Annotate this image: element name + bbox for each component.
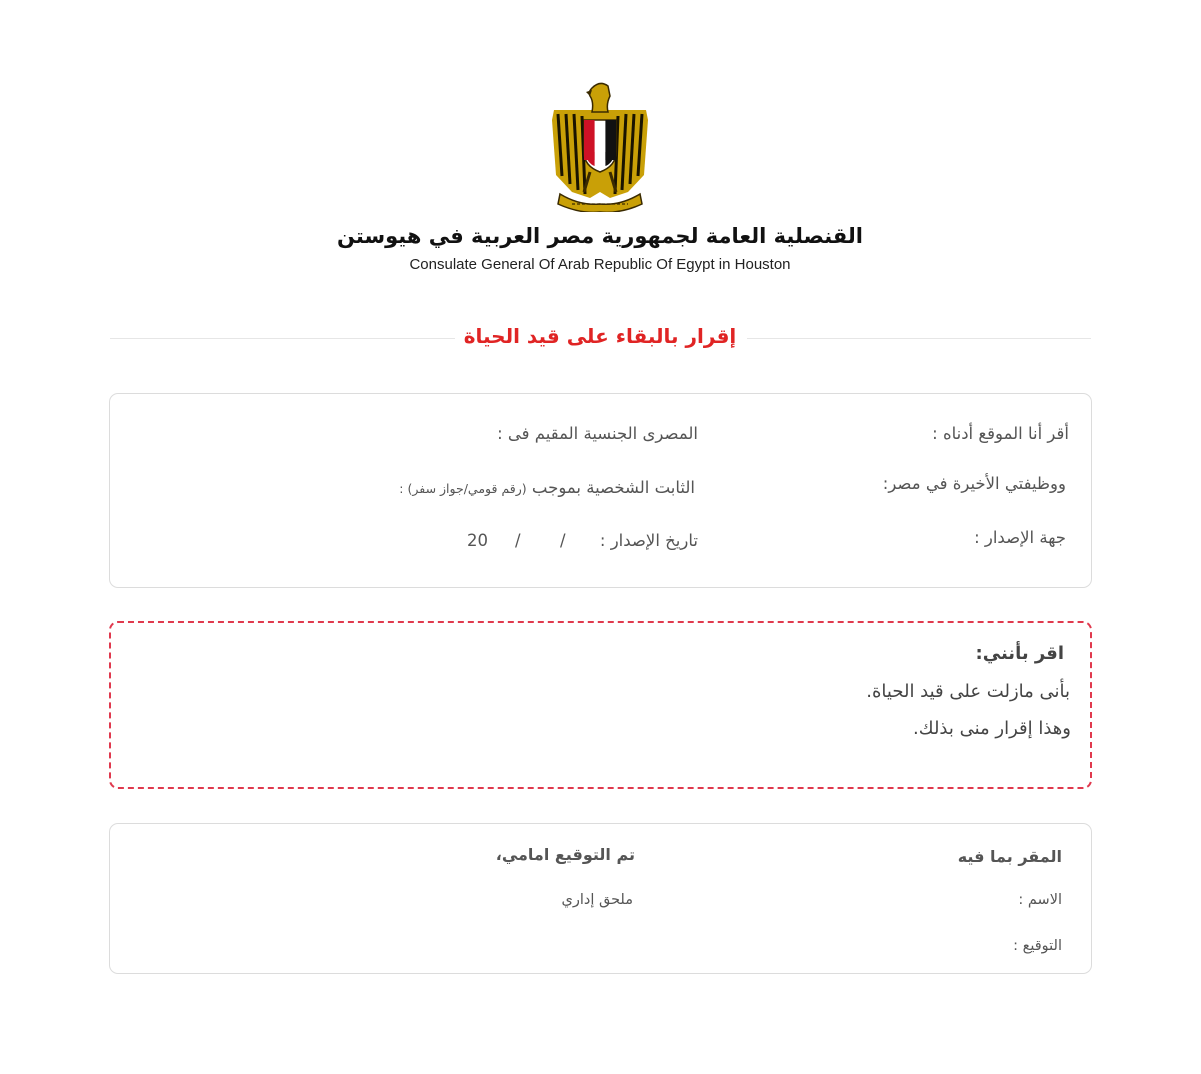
declarant-info-card <box>109 393 1092 588</box>
divider-left <box>110 338 455 339</box>
statement-line-1: بأنى مازلت على قيد الحياة. <box>866 681 1070 702</box>
administrative-attache-label: ملحق إداري <box>561 892 633 908</box>
divider-right <box>747 338 1091 339</box>
declaration-title: إقرار بالبقاء على قيد الحياة <box>463 324 737 348</box>
nationality-residence-label: المصرى الجنسية المقيم فى : <box>497 424 698 443</box>
identity-label <box>399 478 695 497</box>
signed-before-label: تم التوقيع امامي، <box>495 845 635 864</box>
consulate-title-arabic: القنصلية العامة لجمهورية مصر العربية في هيوستن <box>337 224 863 248</box>
issuing-authority-label: جهة الإصدار : <box>974 528 1066 547</box>
signature-card <box>109 823 1092 974</box>
statement-line-2: وهذا إقرار منى بذلك. <box>913 718 1071 739</box>
statement-box <box>109 621 1092 789</box>
declarant-label: المقر بما فيه <box>957 847 1062 866</box>
name-label: الاسم : <box>1018 892 1062 908</box>
id-type-hint: (رقم قومي/جواز سفر) : <box>399 481 527 496</box>
consulate-title-english: Consulate General Of Arab Republic Of Egypt in Houston <box>409 256 791 273</box>
date-separator-2: / <box>515 531 521 550</box>
eagle-of-saladin-icon <box>550 80 650 212</box>
last-job-label: ووظيفتي الأخيرة في مصر: <box>882 474 1066 493</box>
date-year-prefix: 20 <box>467 531 488 550</box>
egypt-eagle-emblem <box>550 80 650 212</box>
date-separator-1: / <box>560 531 566 550</box>
issue-date-label: تاريخ الإصدار : <box>599 531 698 550</box>
signer-label: أقر أنا الموقع أدناه : <box>932 424 1069 443</box>
signature-label: التوقيع : <box>1013 938 1062 954</box>
identity-proof-label: الثابت الشخصية بموجب <box>531 478 695 497</box>
statement-heading: اقر بأنني: <box>975 643 1064 664</box>
